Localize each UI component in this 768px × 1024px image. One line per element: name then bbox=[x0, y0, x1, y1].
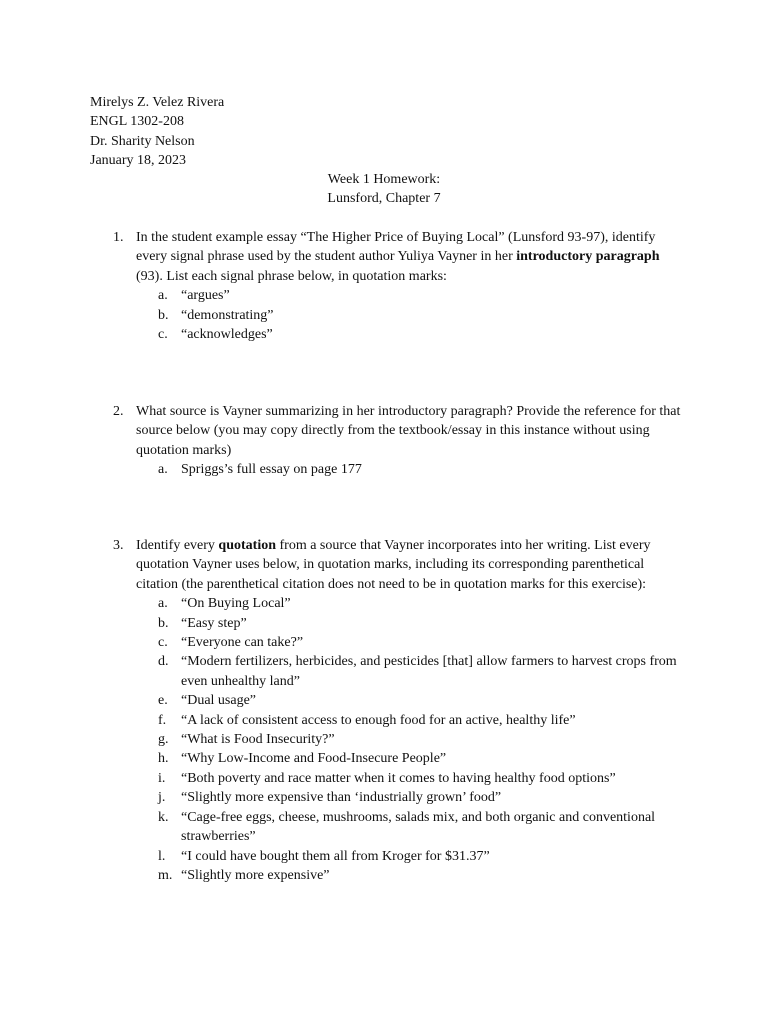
answer-label: b. bbox=[158, 307, 169, 323]
answer-label: i. bbox=[158, 770, 166, 786]
emphasis-phrase: introductory paragraph bbox=[516, 249, 660, 265]
question-number: 2. bbox=[113, 404, 124, 419]
answer-item bbox=[158, 866, 683, 885]
answer-text: “Easy step” bbox=[181, 615, 247, 631]
title-line-1: Week 1 Homework: bbox=[327, 172, 441, 187]
answer-text: “Slightly more expensive than ‘industrially grown’ food” bbox=[181, 790, 502, 806]
answer-text: “Dual usage” bbox=[181, 693, 257, 709]
answer-text: “On Buying Local” bbox=[181, 596, 291, 612]
answer-label: g. bbox=[158, 732, 169, 748]
answer-item bbox=[158, 847, 683, 866]
answer-label: a. bbox=[158, 596, 168, 612]
answer-item bbox=[158, 325, 683, 344]
answer-text: “demonstrating” bbox=[181, 307, 274, 323]
answer-list bbox=[158, 594, 683, 885]
answer-item bbox=[158, 594, 683, 613]
answer-item bbox=[158, 749, 683, 768]
assignment-title bbox=[0, 170, 768, 209]
question-text-part: (93). List each signal phrase below, in quotation marks: bbox=[136, 268, 447, 284]
answer-list bbox=[158, 286, 683, 344]
question-number: 1. bbox=[113, 230, 124, 245]
answer-label: k. bbox=[158, 809, 169, 825]
question-text-part: In the student example essay “The Higher Price of Buying Local” (Lunsford 93-97), identify every signal phrase used by the student author Yuliya Vayner in her bbox=[136, 230, 656, 265]
instructor-name: Dr. Sharity Nelson bbox=[90, 133, 195, 149]
answer-text: “What is Food Insecurity?” bbox=[181, 732, 335, 748]
answer-label: h. bbox=[158, 751, 169, 767]
answer-item bbox=[158, 711, 683, 730]
answer-item bbox=[158, 306, 683, 325]
answer-label: c. bbox=[158, 635, 168, 651]
answer-item bbox=[158, 633, 683, 652]
title-line-2: Lunsford, Chapter 7 bbox=[327, 191, 441, 207]
question-number: 3. bbox=[113, 538, 124, 553]
answer-item bbox=[158, 808, 683, 847]
answer-label: l. bbox=[158, 848, 166, 864]
question-text-part: from a source that Vayner incorporates into her writing. List every quotation Vayner uses below, in quotation marks, including its corresponding parenthetical citation (the parenthetical citation does not need to be in quotation marks for this exercise): bbox=[136, 538, 651, 592]
student-name: Mirelys Z. Velez Rivera bbox=[90, 95, 225, 110]
answer-text: “A lack of consistent access to enough food for an active, healthy life” bbox=[181, 712, 576, 728]
answer-item bbox=[158, 730, 683, 749]
student-header bbox=[90, 93, 224, 171]
answer-item bbox=[158, 769, 683, 788]
answer-text: “Why Low-Income and Food-Insecure People” bbox=[181, 751, 447, 767]
answer-label: e. bbox=[158, 693, 168, 709]
answer-item bbox=[158, 286, 683, 305]
answer-label: m. bbox=[158, 867, 173, 883]
answer-label: d. bbox=[158, 654, 169, 670]
answer-text: “Slightly more expensive” bbox=[181, 867, 330, 883]
question-3 bbox=[113, 536, 683, 885]
answer-text: “Everyone can take?” bbox=[181, 635, 304, 651]
answer-text: Spriggs’s full essay on page 177 bbox=[181, 462, 362, 478]
answer-label: a. bbox=[158, 462, 168, 478]
question-1 bbox=[113, 228, 683, 344]
answer-text: “acknowledges” bbox=[181, 327, 273, 343]
answer-label: j. bbox=[158, 790, 166, 806]
course-code: ENGL 1302-208 bbox=[90, 114, 184, 130]
question-text bbox=[136, 228, 683, 286]
emphasis-phrase: quotation bbox=[218, 538, 276, 553]
answer-text: “Both poverty and race matter when it comes to having healthy food options” bbox=[181, 770, 616, 786]
answer-label: c. bbox=[158, 327, 168, 343]
answer-list bbox=[158, 460, 683, 479]
answer-label: f. bbox=[158, 712, 167, 728]
answer-label: b. bbox=[158, 615, 169, 631]
assignment-date: January 18, 2023 bbox=[90, 153, 187, 169]
question-2 bbox=[113, 402, 683, 480]
answer-item bbox=[158, 460, 683, 479]
answer-text: “Cage-free eggs, cheese, mushrooms, salads mix, and both organic and conventional strawberries” bbox=[181, 809, 656, 845]
question-text-part: Identify every bbox=[136, 538, 219, 553]
question-text: What source is Vayner summarizing in her introductory paragraph? Provide the reference for that source below (you may copy directly from the textbook/essay in this instance without using quotation marks) bbox=[136, 404, 681, 458]
answer-text: “Modern fertilizers, herbicides, and pesticides [that] allow farmers to harvest crops from even unhealthy land” bbox=[181, 654, 677, 689]
answer-item bbox=[158, 788, 683, 807]
answer-label: a. bbox=[158, 288, 168, 304]
answer-text: “I could have bought them all from Kroger for $31.37” bbox=[181, 848, 490, 864]
answer-text: “argues” bbox=[181, 288, 230, 304]
question-text bbox=[136, 536, 683, 594]
answer-item bbox=[158, 691, 683, 710]
answer-item bbox=[158, 614, 683, 633]
answer-item bbox=[158, 652, 683, 691]
